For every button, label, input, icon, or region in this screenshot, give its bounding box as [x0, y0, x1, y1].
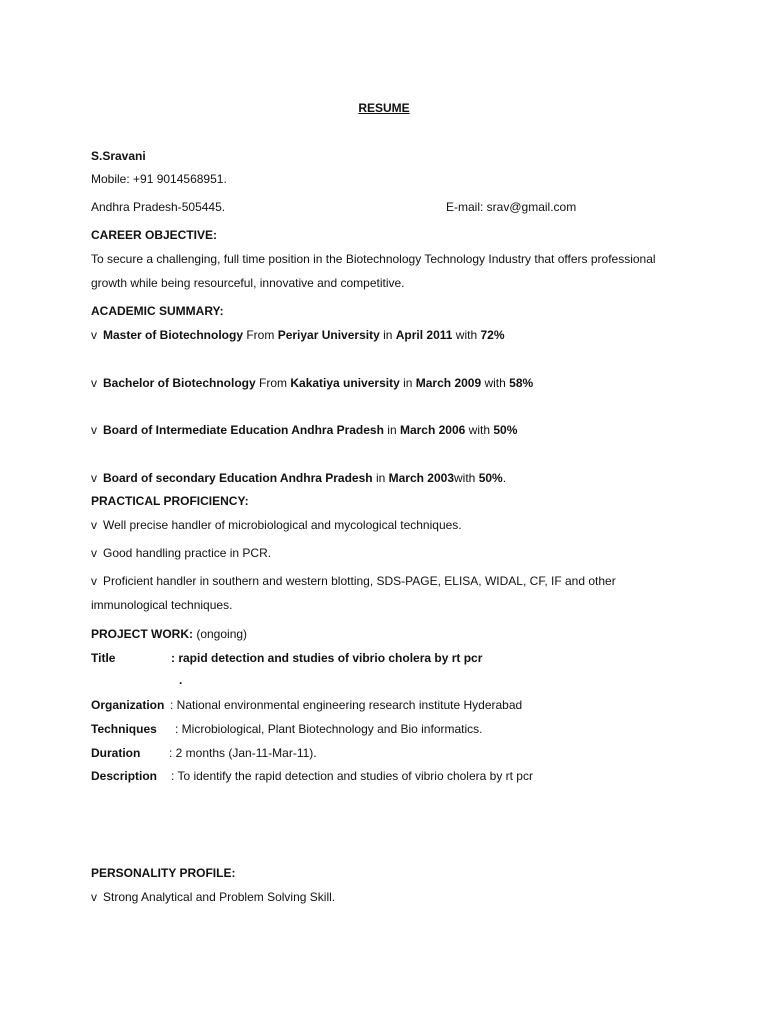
connector: From [243, 328, 278, 342]
address: Andhra Pradesh-505445. [91, 200, 226, 214]
connector: From [255, 376, 291, 390]
date: March 2003 [388, 471, 454, 485]
degree: Master of Biotechnology [103, 328, 244, 342]
score: 50% [478, 471, 503, 485]
project-title-value: : rapid detection and studies of vibrio cholera by rt pcr [171, 651, 483, 665]
date: March 2006 [399, 423, 466, 437]
personality-text: Strong Analytical and Problem Solving Skill. [103, 890, 336, 904]
bullet-icon: v [91, 471, 97, 485]
project-work-heading [91, 627, 247, 641]
connector: in [379, 328, 396, 342]
bullet-icon: v [91, 328, 97, 342]
academic-item [91, 471, 506, 485]
degree: Board of secondary Education Andhra Pradesh [103, 471, 373, 485]
bullet-icon: v [91, 518, 97, 532]
score: 50% [493, 423, 518, 437]
project-work-label: PROJECT WORK: [91, 627, 193, 641]
connector: in [383, 423, 400, 437]
practical-proficiency-heading: PRACTICAL PROFICIENCY: [91, 494, 249, 508]
connector: with [454, 471, 479, 485]
proficiency-item [91, 518, 462, 532]
punctuation: . [502, 471, 507, 485]
techniques-value: : Microbiological, Plant Biotechnology and Bio informatics. [175, 722, 483, 736]
proficiency-text: Good handling practice in PCR. [103, 546, 272, 560]
connector: in [399, 376, 416, 390]
date: April 2011 [395, 328, 453, 342]
organization-value: : National environmental engineering research institute Hyderabad [170, 698, 523, 712]
candidate-name: S.Sravani [91, 149, 146, 163]
bullet-icon: v [91, 376, 97, 390]
career-objective-heading: CAREER OBJECTIVE: [91, 228, 218, 242]
connector: with [452, 328, 481, 342]
proficiency-continuation: immunological techniques. [91, 598, 233, 612]
proficiency-item [91, 546, 271, 560]
degree: Bachelor of Biotechnology [103, 376, 256, 390]
mobile-number: Mobile: +91 9014568951. [91, 172, 227, 186]
proficiency-text: Proficient handler in southern and western blotting, SDS-PAGE, ELISA, WIDAL, CF, IF and other [103, 574, 616, 588]
personality-item [91, 890, 335, 904]
bullet-icon: v [91, 574, 97, 588]
school: Periyar University [277, 328, 380, 342]
duration-label: Duration [91, 746, 141, 760]
description-value: : To identify the rapid detection and studies of vibrio cholera by rt pcr [171, 769, 533, 783]
career-objective-line-1: To secure a challenging, full time position in the Biotechnology Technology Industry that offers professional [91, 252, 656, 266]
project-title-label: Title [91, 651, 116, 665]
academic-item [91, 423, 517, 437]
description-label: Description [91, 769, 158, 783]
organization-label: Organization [91, 698, 165, 712]
bullet-icon: v [91, 423, 97, 437]
personality-profile-heading: PERSONALITY PROFILE: [91, 866, 236, 880]
techniques-label: Techniques [91, 722, 157, 736]
career-objective-line-2: growth while being resourceful, innovative and competitive. [91, 276, 405, 290]
connector: with [481, 376, 510, 390]
academic-summary-heading: ACADEMIC SUMMARY: [91, 304, 224, 318]
duration-value: : 2 months (Jan-11-Mar-11). [169, 746, 317, 760]
connector: in [372, 471, 389, 485]
email-address: E-mail: srav@gmail.com [446, 200, 577, 214]
school: Kakatiya university [290, 376, 400, 390]
connector: with [465, 423, 494, 437]
proficiency-text: Well precise handler of microbiological and mycological techniques. [103, 518, 462, 532]
project-status: (ongoing) [193, 627, 248, 641]
bullet-icon: v [91, 546, 97, 560]
score: 58% [509, 376, 534, 390]
academic-item [91, 376, 533, 390]
academic-item [91, 328, 505, 342]
bullet-icon: v [91, 890, 97, 904]
document-title: RESUME [358, 101, 410, 115]
proficiency-item [91, 574, 616, 588]
score: 72% [480, 328, 505, 342]
degree: Board of Intermediate Education Andhra Pradesh [103, 423, 384, 437]
date: March 2009 [415, 376, 482, 390]
project-title-dot: . [179, 673, 183, 687]
